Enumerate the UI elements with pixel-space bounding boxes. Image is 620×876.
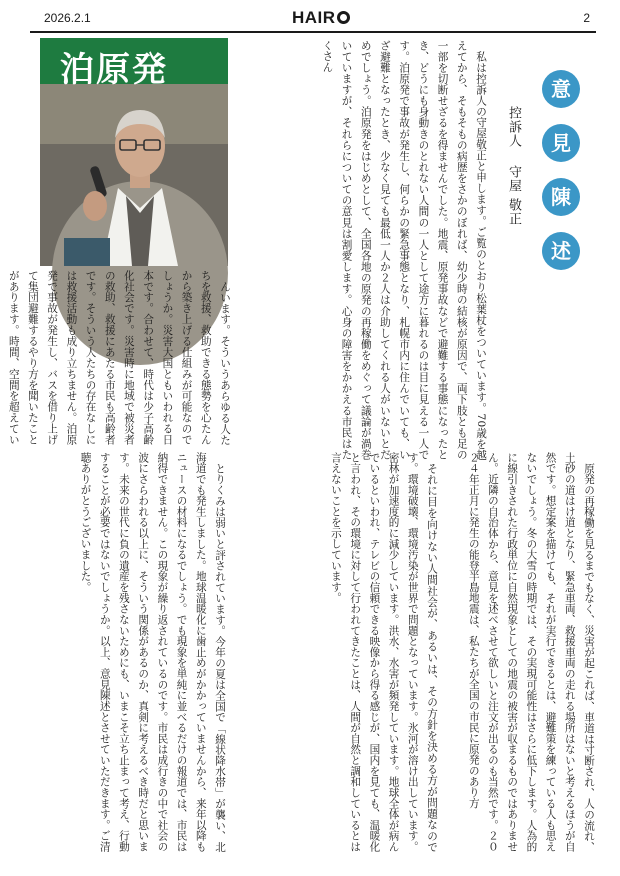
- paragraph: 私は控訴人の守屋敬正と申します。ご覧のとおり松葉杖をついています。70歳を越えてから、そもそもの病歴をさかのぼれば、幼少時の結核が原因で、両下肢とも足の一部を切断せざるを得ませんでした。地震、原発事故などで避難する事態になったとき、どうにも身動きのとれない人間の一人として途方に暮れるのは目に見える一人です。泊原発で事故が発生し、何らかの緊急事態となり、札幌市内に住んでいても、いざ避難となったとき、少なく見ても最低一人か２人は介助してくれる人がいないとだめでしょう。泊原発をはじめとして、全国各地の原発の再稼働をめぐって議論が渦巻いていますが、それらについての意見は割愛します。心身の障害をかかえる市民はたくさん: [321, 40, 487, 460]
- newsletter-logo: [292, 8, 350, 28]
- title-char-3: 陳: [542, 178, 580, 216]
- text-column-upper-right: [240, 40, 490, 460]
- paragraph: んいます。そういうあらゆる人たちを救援、救助できる態勢を心たんから築き上げる仕組みが可能なのでしょうか。災害大国ともいわれる日本です。合わせて、時代は少子高齢化社会です。災害時に地域で被災者の救助、救援にあたる市民も高齢者です。そういう人たちの存在なしには救援活動も成り立ちません。泊原発で事故が発生し、バスを借り上げて集団避難するやり方を聞いたことがあります。時間、空間を超えてい: [7, 270, 231, 445]
- page-number: 2: [583, 11, 590, 25]
- title-char-1: 意: [542, 70, 580, 108]
- title-char-2: 見: [542, 124, 580, 162]
- text-column-lower-left: [24, 452, 229, 852]
- speaker-photo: [40, 38, 228, 266]
- author-name: 守屋 敬正: [506, 165, 521, 227]
- title-char-4: 述: [542, 232, 580, 270]
- text-column-upper-far-left: [7, 270, 234, 445]
- paragraph: 原発の再稼働を見るまでもなく、災害が起これば、車道は寸断され、人の流れ、土砂の道はけ道となり、緊急車両、救援車両の走れる場所はないと考えるほうが自然です。想定案を描けても、それが実行できるとは、避難策を練っている人も思えないでしょう。冬の大雪の時期では、その実現可能性はさらに低下します。人為的に線引きされた行政単位に自然現象としての地震の被害が収まるものではありません。近隣の自治体から、意見を述べさせて欲しいと注文が出るのも当然です。２０２４年正月に発生の能登半島地震は、私たちが全国の市民に原発のあり方: [467, 452, 595, 852]
- photo-banner-text: 泊原発: [60, 50, 168, 90]
- text-column-lower-right: [448, 452, 598, 852]
- text-column-lower-middle: [236, 452, 441, 852]
- paragraph: とりくみは弱いと評されています。今年の夏は全国で「線状降水帯」が襲い、北海道でも発生しました。地球温暖化に歯止めがかかっていませんから、来年以降もニュースの材料になるでしょう。でも現象を単純に並べるだけの報道では、市民は納得できません。この現象が繰り返されているのです。市民は成行きの中で社会の波にさらわれる以上に、そういう関係があるのか、真剣に考えるべき時だと思います。未来の世代に負の遺産を残さないためにも、いまこそ立ち止まって考え、行動することが必要ではないでしょうか。以上、意見陳述とさせていただきます。ご清聴ありがとうございました。: [79, 452, 226, 852]
- page-header: [30, 8, 596, 30]
- issue-date: 2026.2.1: [44, 11, 91, 25]
- author-role: 控訴人: [506, 106, 521, 148]
- paragraph: それに目を向けない人間社会が、あるいは、その方針を決める方が問題なのです。環境破壊、環境汚染が世界で問題となっています。氷河が溶け出しています。密林が加速度的に減少しています。洪水、水害が頻発しています。地球全体が病んでいるといわれ、テレビの信頼できる映像から得る感じが、国内を見ても、温暖化と言われ、その環境に対して行われてきたことは、人間が自然と調和しているとは言えないことを示しています。: [329, 452, 438, 852]
- author-byline: [504, 106, 523, 226]
- header-rule: [30, 31, 596, 33]
- logo-text: HAIR: [292, 8, 336, 27]
- logo-mark-icon: [337, 11, 350, 24]
- article-title: [542, 70, 580, 272]
